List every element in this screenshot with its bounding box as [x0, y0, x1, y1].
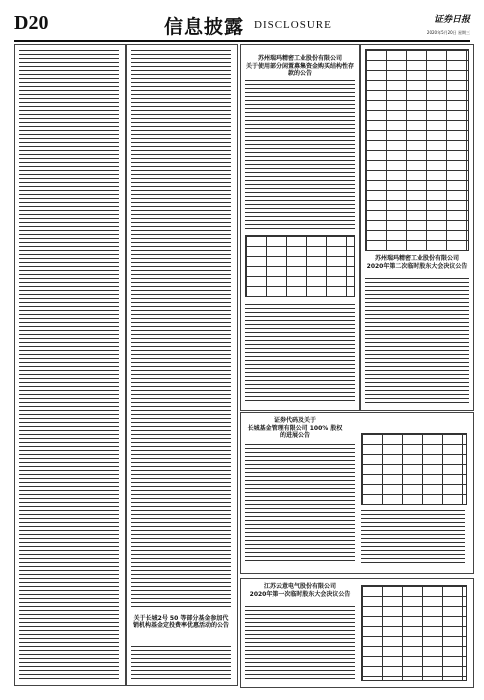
data-table — [361, 585, 467, 681]
announcement-title: 长城基金管理有限公司 100% 股权的进展公告 — [247, 425, 343, 439]
announcement-title: 2020年第一次临时股东大会决议公告 — [249, 591, 351, 598]
data-table — [365, 49, 469, 251]
announcement-company: 苏州瑞玛精密工业股份有限公司 — [374, 255, 459, 262]
text-block — [131, 49, 231, 609]
announcement-company: 苏州瑞玛精密工业股份有限公司 — [257, 55, 342, 62]
issue-date: 2020年5月20日 星期三 — [426, 30, 470, 35]
section-title-en: DISCLOSURE — [254, 19, 332, 31]
data-table — [245, 235, 355, 297]
newspaper-logo: 证券日报 — [433, 15, 470, 25]
announcement-company: 江苏云意电气股份有限公司 — [263, 583, 336, 590]
text-block — [19, 49, 119, 679]
column-3 — [240, 44, 360, 411]
column-1 — [14, 44, 126, 686]
announcement-title: 2020年第二次临时股东大会决议公告 — [366, 263, 468, 270]
text-block — [245, 443, 355, 563]
text-block — [131, 645, 231, 679]
text-block — [361, 509, 465, 565]
section-title: 信息披露 — [164, 16, 245, 38]
text-block — [245, 303, 355, 403]
column-2 — [126, 44, 238, 686]
announcement-company: 证券代码及关于 — [273, 417, 316, 424]
announcement-title: 关于长城2号 50 等部分基金参加代销机构基金定投费率优惠活动的公告 — [132, 615, 229, 629]
announcement-title: 关于使用部分闲置募集资金购买结构性存款的公告 — [245, 63, 354, 77]
data-table — [361, 433, 467, 505]
announcement-block — [240, 412, 474, 574]
page-number: D20 — [14, 12, 49, 34]
masthead — [14, 12, 470, 42]
text-block — [365, 277, 469, 403]
announcement-block — [240, 578, 474, 688]
column-4 — [360, 44, 474, 411]
text-block — [245, 605, 355, 681]
text-block — [245, 79, 355, 229]
